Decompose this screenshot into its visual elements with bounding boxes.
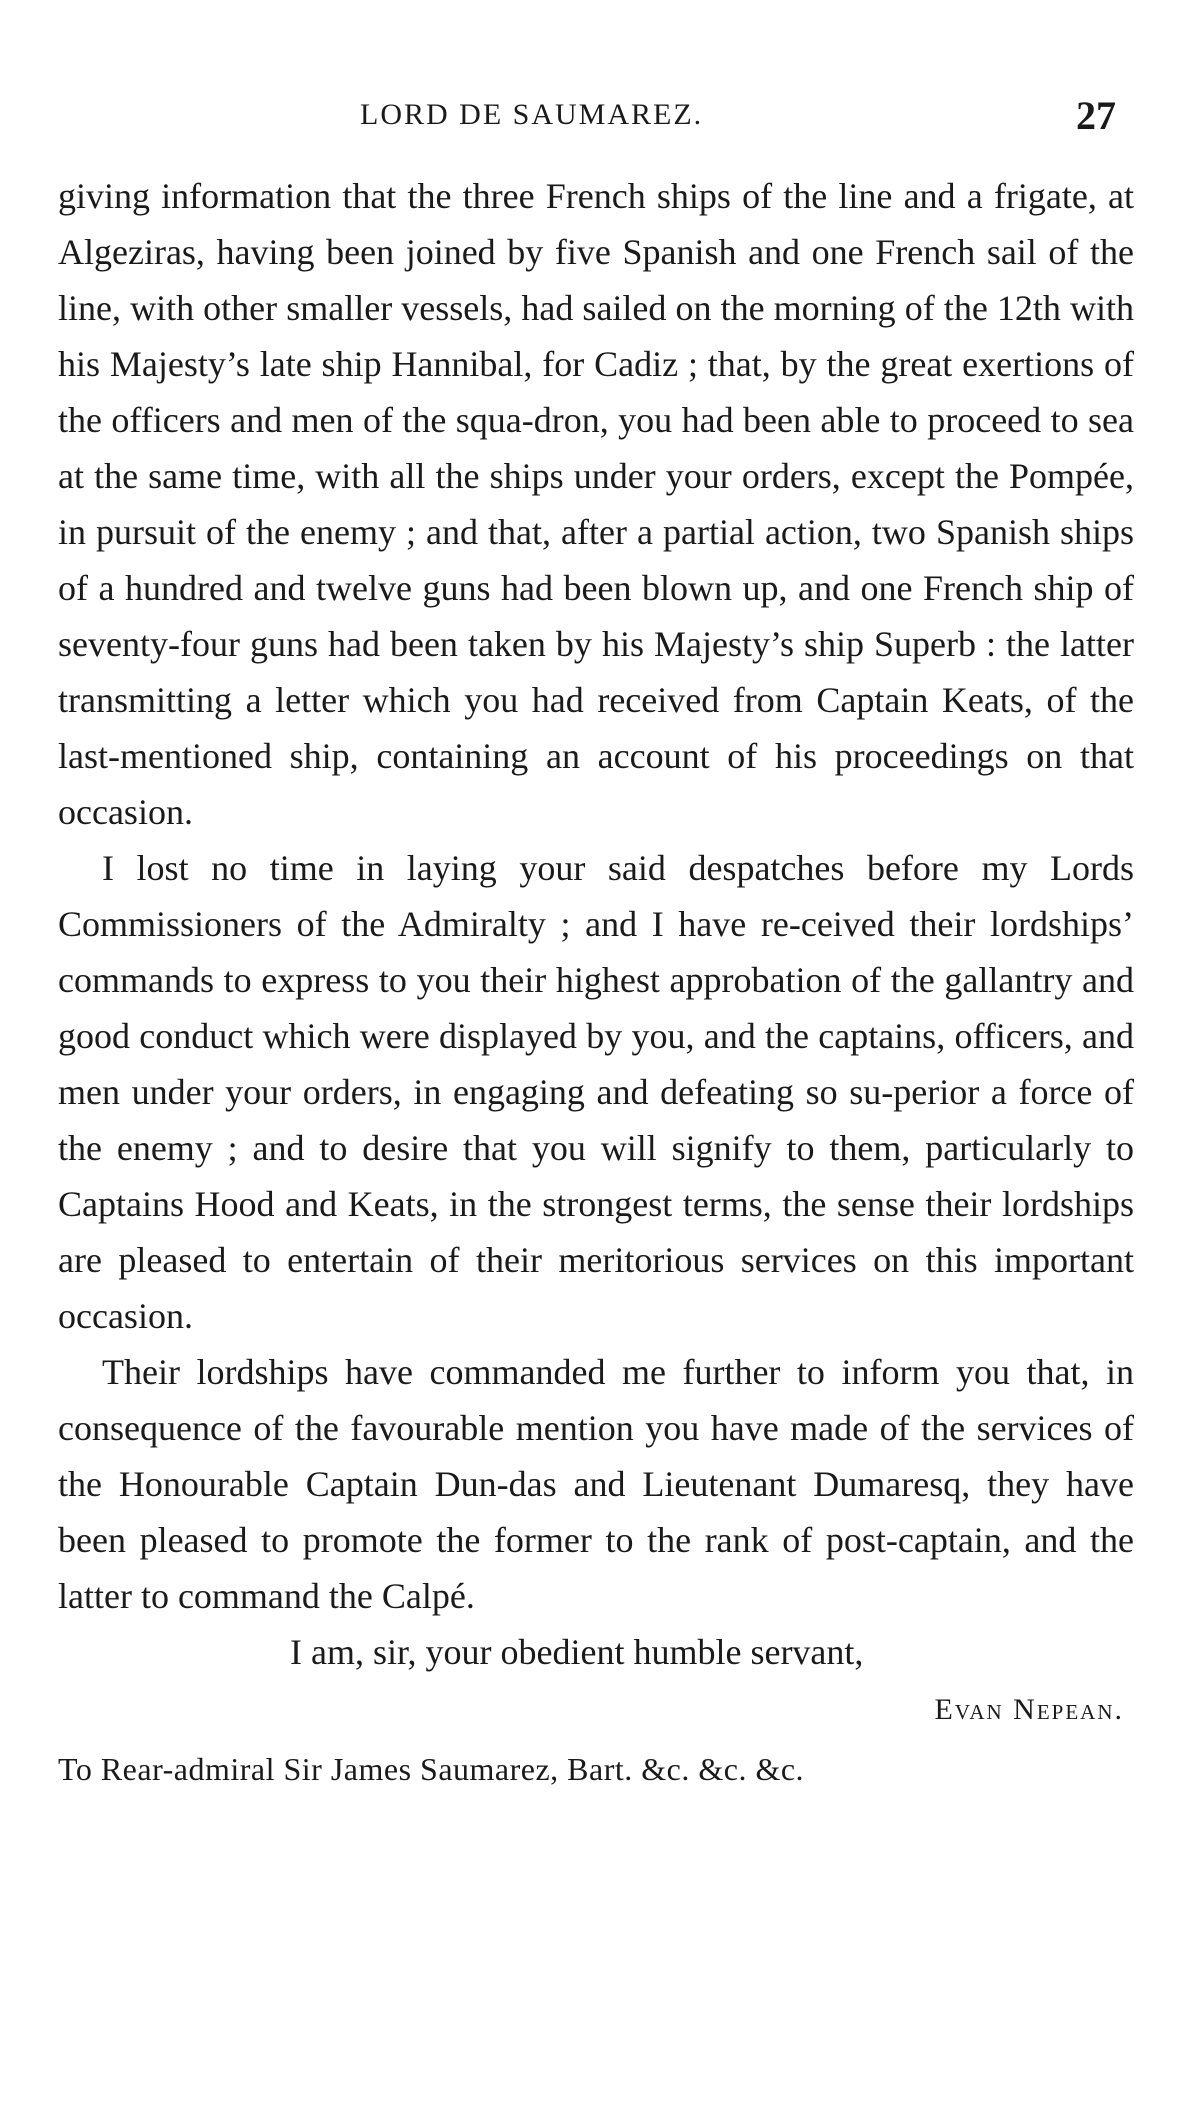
letter-addressee: To Rear-admiral Sir James Saumarez, Bart. &c. &c. &c. [58,1751,805,1787]
running-head [0,92,1204,142]
paragraph-continued: giving information that the three French ships of the line and a frigate, at Algeziras, having been joined by five Spanish and one French sail of the line, with other smaller vessels, had sailed on the morning of the 12th with his Majesty’s late ship Hannibal, for Cadiz ; that, by the great exertions of the officers and men of the squa-dron, you had been able to proceed to sea at the same time, with all the ships under your orders, except the Pompée, in pursuit of the enemy ; and that, after a partial action, two Spanish ships of a hundred and twelve guns had been blown up, and one French ship of seventy-four guns had been taken by his Majesty’s ship Superb : the latter transmitting a letter which you had received from Captain Keats, of the last-mentioned ship, containing an account of his proceedings on that occasion. [58,176,1134,832]
letter-closing: I am, sir, your obedient humble servant, [290,1632,864,1672]
letter-body [58,168,1134,1798]
running-title: LORD DE SAUMAREZ. [360,98,704,131]
letter-signature: Evan Nepean. [934,1693,1124,1726]
page-number: 27 [1076,93,1116,138]
paragraph-despatches: I lost no time in laying your said despatches before my Lords Commissioners of the Admiralty ; and I have re-ceived their lordships’ commands to express to you their highest approbation of the gallantry and good conduct which were displayed by you, and the captains, officers, and men under your orders, in engaging and defeating so su-perior a force of the enemy ; and to desire that you will signify to them, particularly to Captains Hood and Keats, in the strongest terms, the sense their lordships are pleased to entertain of their meritorious services on this important occasion. [58,848,1134,1336]
paragraph-promotions: Their lordships have commanded me further to inform you that, in consequence of the favourable mention you have made of the services of the Honourable Captain Dun-das and Lieutenant Dumaresq, they have been pleased to promote the former to the rank of post-captain, and the latter to command the Calpé. [58,1352,1134,1616]
